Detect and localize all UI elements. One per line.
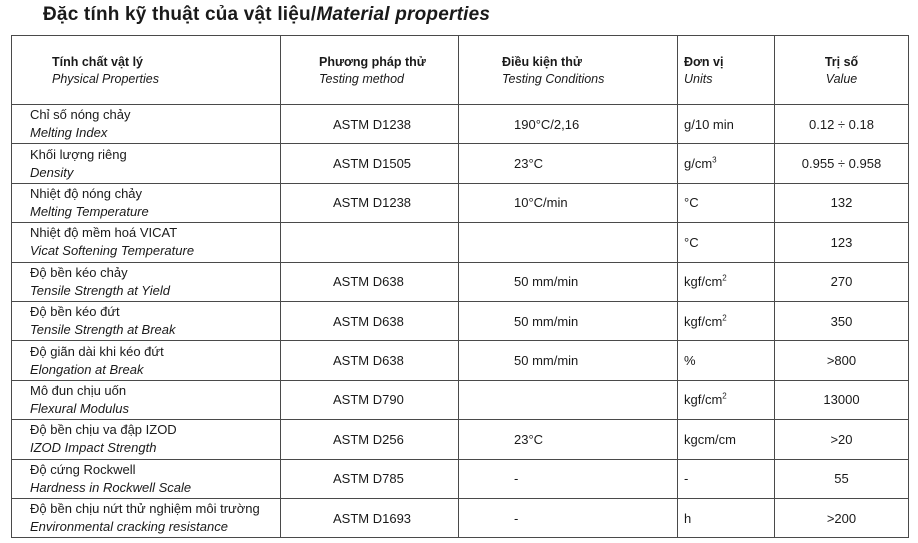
property-en: Hardness in Rockwell Scale [30, 479, 192, 495]
cell-testing-method [281, 223, 459, 262]
header-testing-method: Phương pháp thử Testing method [281, 36, 459, 105]
unit-superscript: 2 [722, 273, 727, 283]
unit-superscript: 3 [712, 155, 717, 165]
table-row [12, 144, 909, 183]
unit-text: % [684, 353, 696, 369]
cell-property [12, 144, 281, 183]
table-row [12, 420, 909, 459]
cell-testing-method: ASTM D1238 [281, 183, 459, 222]
cell-testing-method: ASTM D638 [281, 341, 459, 380]
unit-text: h [684, 510, 692, 526]
unit-superscript: 2 [722, 392, 727, 402]
unit-text: kgf/cm [684, 274, 723, 290]
cell-property [12, 459, 281, 498]
cell-property [12, 183, 281, 222]
property-vi: Chỉ số nóng chảy [30, 107, 131, 123]
cell-testing-method: ASTM D638 [281, 301, 459, 340]
cell-property [12, 105, 281, 144]
property-en: Tensile Strength at Yield [30, 282, 170, 298]
cell-value: 270 [775, 262, 909, 301]
property-vi: Độ giãn dài khi kéo đứt [30, 343, 164, 359]
cell-property [12, 498, 281, 537]
cell-value: >200 [775, 498, 909, 537]
property-vi: Nhiệt độ nóng chảy [30, 185, 143, 201]
table-row [12, 498, 909, 537]
cell-property [12, 301, 281, 340]
cell-testing-method: ASTM D256 [281, 420, 459, 459]
header-testing-conditions: Điều kiện thử Testing Conditions [459, 36, 678, 105]
table-row [12, 380, 909, 419]
property-en: Melting Index [30, 125, 108, 141]
header-value: Trị số Value [775, 36, 909, 105]
table-row [12, 223, 909, 262]
cell-testing-method: ASTM D785 [281, 459, 459, 498]
property-vi: Khối lượng riêng [30, 146, 127, 162]
property-en: Environmental cracking resistance [30, 519, 228, 535]
cell-value: 132 [775, 183, 909, 222]
property-vi: Độ bền kéo chảy [30, 264, 128, 280]
cell-property [12, 223, 281, 262]
cell-property [12, 420, 281, 459]
cell-unit [678, 459, 775, 498]
unit-text: g/cm [684, 156, 713, 172]
cell-testing-condition [459, 223, 678, 262]
cell-testing-condition: 50 mm/min [459, 341, 678, 380]
cell-value: 0.955 ÷ 0.958 [775, 144, 909, 183]
cell-testing-method: ASTM D1505 [281, 144, 459, 183]
header-physical-properties: Tính chất vật lý Physical Properties [12, 36, 281, 105]
cell-property [12, 341, 281, 380]
property-en: Flexural Modulus [30, 400, 129, 416]
property-vi: Độ bền chịu va đập IZOD [30, 422, 177, 438]
table-row [12, 341, 909, 380]
cell-testing-condition: 50 mm/min [459, 262, 678, 301]
property-en: Melting Temperature [30, 203, 149, 219]
cell-property [12, 380, 281, 419]
cell-testing-condition: 10°C/min [459, 183, 678, 222]
property-vi: Độ cứng Rockwell [30, 461, 136, 477]
cell-unit [678, 341, 775, 380]
cell-value: >20 [775, 420, 909, 459]
unit-text: °C [684, 195, 699, 211]
table-header-row [12, 36, 909, 105]
cell-value: 350 [775, 301, 909, 340]
unit-superscript: 2 [722, 313, 727, 323]
table-row [12, 301, 909, 340]
cell-testing-condition: - [459, 459, 678, 498]
cell-unit [678, 223, 775, 262]
property-vi: Độ bền kéo đứt [30, 304, 120, 320]
cell-testing-method: ASTM D1238 [281, 105, 459, 144]
table-row [12, 183, 909, 222]
cell-unit [678, 380, 775, 419]
unit-text: kgcm/cm [684, 431, 736, 447]
cell-testing-method: ASTM D1693 [281, 498, 459, 537]
property-en: IZOD Impact Strength [30, 440, 157, 456]
unit-text: g/10 min [684, 116, 734, 132]
property-en: Vicat Softening Temperature [30, 243, 195, 259]
cell-value: 0.12 ÷ 0.18 [775, 105, 909, 144]
property-en: Tensile Strength at Break [30, 322, 176, 338]
unit-text: kgf/cm [684, 392, 723, 408]
cell-unit [678, 183, 775, 222]
cell-unit [678, 105, 775, 144]
cell-unit [678, 301, 775, 340]
header-units: Đơn vị Units [678, 36, 775, 105]
cell-testing-method: ASTM D790 [281, 380, 459, 419]
cell-property [12, 262, 281, 301]
cell-testing-method: ASTM D638 [281, 262, 459, 301]
cell-testing-condition: 50 mm/min [459, 301, 678, 340]
title-en: Material properties [316, 4, 491, 25]
cell-value: 55 [775, 459, 909, 498]
cell-unit [678, 262, 775, 301]
table-row [12, 105, 909, 144]
cell-value: 13000 [775, 380, 909, 419]
cell-testing-condition: 23°C [459, 420, 678, 459]
cell-value: 123 [775, 223, 909, 262]
property-en: Density [30, 164, 74, 180]
table-row [12, 459, 909, 498]
unit-text: - [684, 471, 689, 487]
property-vi: Mô đun chịu uốn [30, 382, 127, 398]
cell-unit [678, 144, 775, 183]
cell-testing-condition: 23°C [459, 144, 678, 183]
unit-text: kgf/cm [684, 313, 723, 329]
table-row [12, 262, 909, 301]
property-en: Elongation at Break [30, 361, 144, 377]
cell-value: >800 [775, 341, 909, 380]
title-vi: Đặc tính kỹ thuật của vật liệu/ [43, 4, 317, 25]
property-vi: Nhiệt độ mềm hoá VICAT [30, 225, 178, 241]
cell-unit [678, 498, 775, 537]
page-title [43, 4, 490, 26]
cell-unit [678, 420, 775, 459]
material-properties-table [11, 35, 909, 538]
cell-testing-condition: 190°C/2,16 [459, 105, 678, 144]
unit-text: °C [684, 234, 699, 250]
property-vi: Độ bền chịu nứt thử nghiệm môi trường [30, 501, 260, 517]
cell-testing-condition: - [459, 498, 678, 537]
cell-testing-condition [459, 380, 678, 419]
